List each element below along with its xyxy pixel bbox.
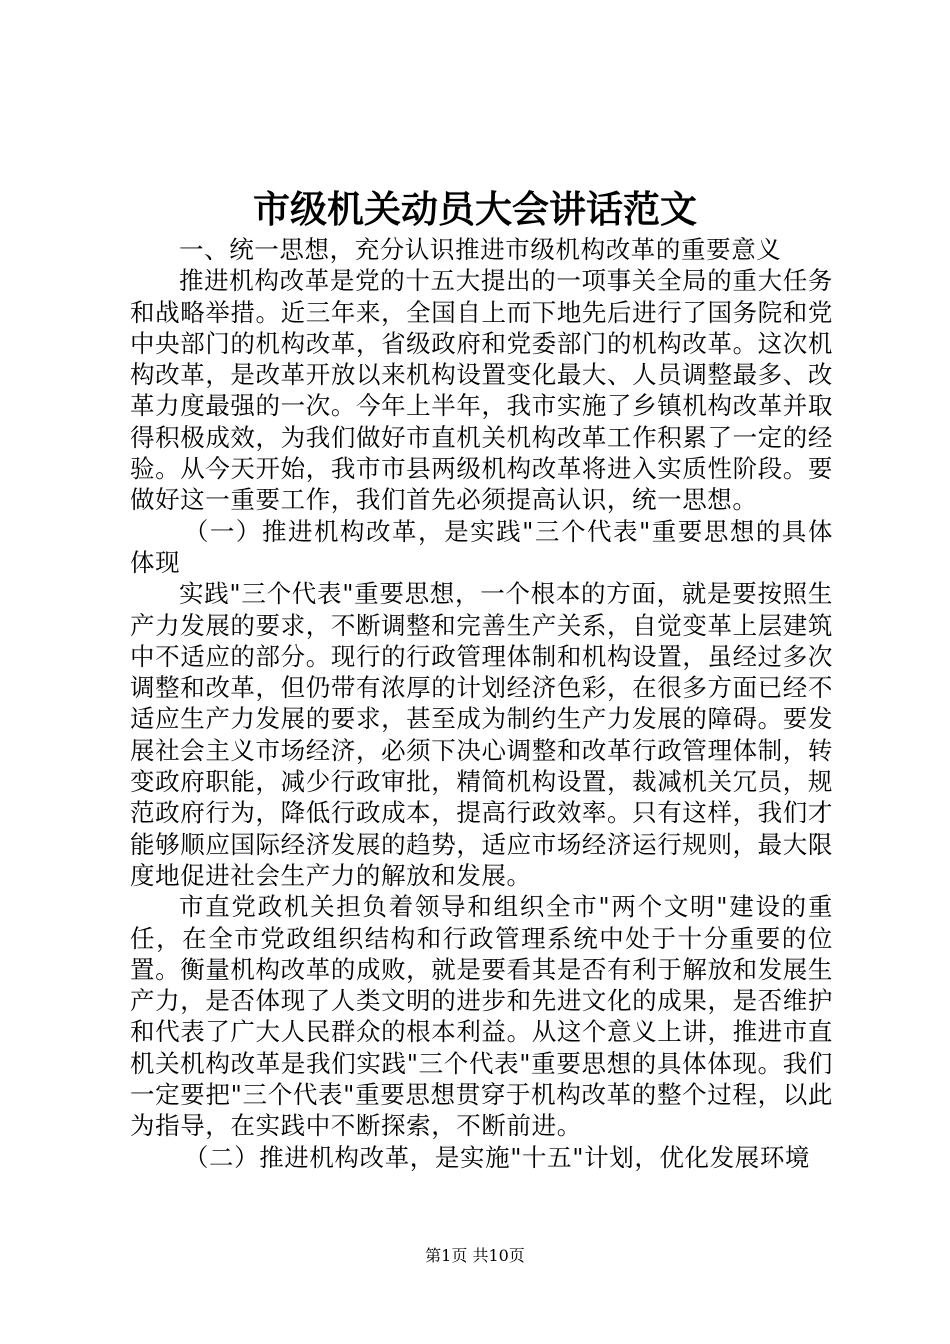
document-body — [130, 234, 833, 1173]
document-title: 市级机关动员大会讲话范文 — [253, 187, 697, 231]
subsection-heading: （一）推进机构改革，是实践"三个代表"重要思想的具体体现 — [130, 516, 833, 577]
page-footer: 第1页 共10页 — [425, 1246, 525, 1265]
body-paragraph: 市直党政机关担负着领导和组织全市"两个文明"建设的重任，在全市党政组织结构和行政管理系统中处于十分重要的位置。衡量机构改革的成败，就是要看其是否有利于解放和发展生产力，是否体现了人类文明的进步和先进文化的成果，是否维护和代表了广大人民群众的根本利益。从这个意义上讲，推进市直机关机构改革是我们实践"三个代表"重要思想的具体体现。我们一定要把"三个代表"重要思想贯穿于机构改革的整个过程，以此为指导，在实践中不断探索，不断前进。 — [130, 892, 833, 1141]
subsection-heading: （二）推进机构改革，是实施"十五"计划，优化发展环境 — [183, 1142, 811, 1172]
body-paragraph: 推进机构改革是党的十五大提出的一项事关全局的重大任务和战略举措。近三年来，全国自上而下地先后进行了国务院和党中央部门的机构改革，省级政府和党委部门的机构改革。这次机构改革，是改革开放以来机构设置变化最大、人员调整最多、改革力度最强的一次。今年上半年，我市实施了乡镇机构改革并取得积极成效，为我们做好市直机关机构改革工作积累了一定的经验。从今天开始，我市市县两级机构改革将进入实质性阶段。要做好这一重要工作，我们首先必须提高认识，统一思想。 — [130, 266, 833, 515]
section-heading: 一、统一思想，充分认识推进市级机构改革的重要意义 — [179, 235, 782, 264]
body-paragraph: 实践"三个代表"重要思想，一个根本的方面，就是要按照生产力发展的要求，不断调整和完善生产关系，自觉变革上层建筑中不适应的部分。现行的行政管理体制和机构设置，虽经过多次调整和改革，但仍带有浓厚的计划经济色彩，在很多方面已经不适应生产力发展的要求，甚至成为制约生产力发展的障碍。要发展社会主义市场经济，必须下决心调整和改革行政管理体制，转变政府职能，减少行政审批，精简机构设置，裁减机关冗员，规范政府行为，降低行政成本，提高行政效率。只有这样，我们才能够顺应国际经济发展的趋势，适应市场经济运行规则，最大限度地促进社会生产力的解放和发展。 — [130, 579, 833, 890]
